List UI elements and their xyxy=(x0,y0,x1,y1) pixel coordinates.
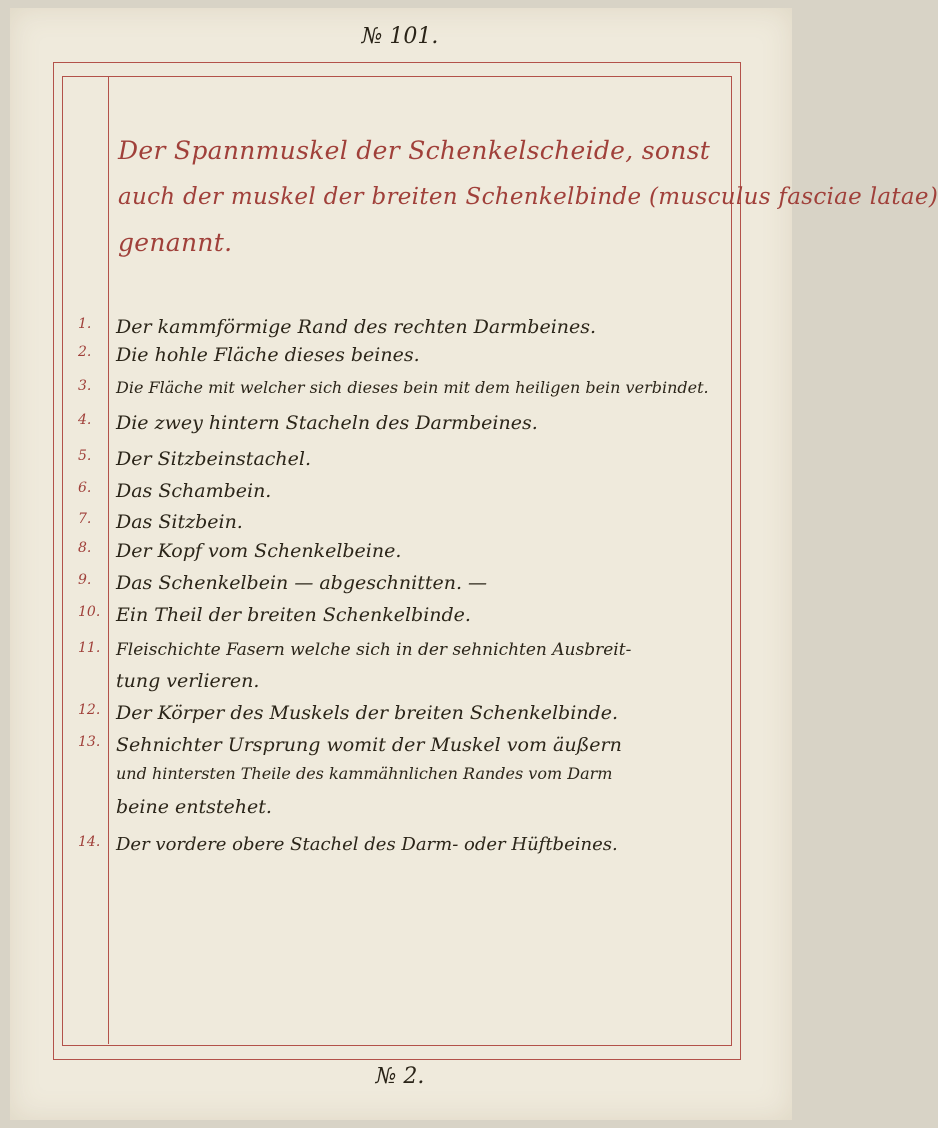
item-number: 7. xyxy=(78,511,92,527)
item-text: Die hohle Fläche dieses beines. xyxy=(116,344,420,366)
item-number: 9. xyxy=(78,572,92,588)
item-number: 3. xyxy=(78,378,92,394)
item-number: 14. xyxy=(78,834,101,850)
item-text: Das Sitzbein. xyxy=(116,511,243,533)
item-text: Das Schenkelbein — abgeschnitten. — xyxy=(116,572,488,594)
item-text: Ein Theil der breiten Schenkelbinde. xyxy=(116,604,471,626)
title-line-1: Der Spannmuskel der Schenkelscheide, sonst xyxy=(118,136,711,165)
item-text: Die zwey hintern Stacheln des Darmbeines. xyxy=(116,412,538,434)
title-line-2: auch der muskel der breiten Schenkelbinde (musculus fasciae latae) xyxy=(118,184,938,210)
item-text: Der Kopf vom Schenkelbeine. xyxy=(116,540,402,562)
item-number: 5. xyxy=(78,448,92,464)
item-text: Der kammförmige Rand des rechten Darmbeines. xyxy=(116,316,597,338)
item-text: Fleischichte Fasern welche sich in der sehnichten Ausbreit- xyxy=(116,640,632,660)
item-number: 10. xyxy=(78,604,101,620)
item-number: 2. xyxy=(78,344,92,360)
margin-rule xyxy=(108,77,109,1044)
item-text: Der Körper des Muskels der breiten Schenkelbinde. xyxy=(116,702,618,724)
page-number-bottom: № 2. xyxy=(375,1064,425,1089)
item-text: Der vordere obere Stachel des Darm- oder Hüftbeines. xyxy=(116,834,618,855)
title-line-3: genannt. xyxy=(118,228,233,257)
item-text: Sehnichter Ursprung womit der Muskel vom äußern xyxy=(116,734,622,756)
page-title xyxy=(118,128,938,266)
item-number: 11. xyxy=(78,640,101,656)
item-text: Die Fläche mit welcher sich dieses bein mit dem heiligen bein verbindet. xyxy=(116,378,709,397)
page-number-top: № 101. xyxy=(361,24,439,49)
item-number: 6. xyxy=(78,480,92,496)
item-number: 13. xyxy=(78,734,101,750)
item-text: Der Sitzbeinstachel. xyxy=(116,448,312,470)
item-text: und hintersten Theile des kammähnlichen Randes vom Darm xyxy=(116,764,613,783)
item-number: 12. xyxy=(78,702,101,718)
item-text: tung verlieren. xyxy=(116,670,260,692)
item-text: Das Schambein. xyxy=(116,480,272,502)
item-text: beine entstehet. xyxy=(116,796,272,818)
item-number: 1. xyxy=(78,316,92,332)
item-number: 4. xyxy=(78,412,92,428)
item-number: 8. xyxy=(78,540,92,556)
